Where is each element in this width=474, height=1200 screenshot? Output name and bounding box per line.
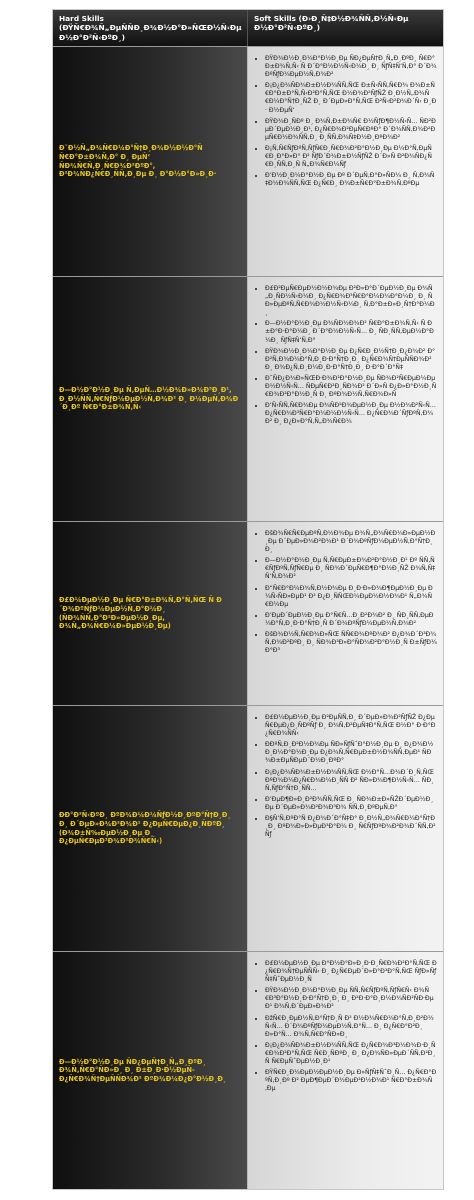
soft-skill-item: • Ð£Ð²ÐµÑ€ÐµÐ½Ð½Ð¾Ðµ Ð²Ð»Ð°Ð´ÐµÐ½Ð¸Ðµ Ð¾Ñ„Ð¸ÑÐ½Ñ‹Ð¼Ð¸ Ð¿Ñ€Ð¾Ð³Ñ€Ð°Ð¼Ð¼Ð°Ð¼Ð¸ Ð¸ ÑÐ»ÐµÐºÑ‚Ñ€Ð¾Ð½Ð½Ñ‹Ð¼Ð¸ Ñ‚Ð°Ð±Ð»Ð¸Ñ†Ð°Ð¼Ð¸	[265, 285, 437, 317]
table-row	[53, 705, 443, 951]
soft-skills-cell	[248, 47, 443, 276]
table-row	[53, 521, 443, 705]
soft-skill-item: • Ð¡Ð¿Ð¾ÑÐ¾Ð±Ð½Ð¾ÑÑ‚ÑŒ Ð½Ð°Ñ…Ð¾Ð´Ð¸Ñ‚ÑŒ ÐºÐ¾Ð¼Ð¿Ñ€Ð¾Ð¼Ð¸ÑÑ Ð² ÑÐ»Ð¾Ð¶Ð½Ñ‹Ñ… ÑÐ¸Ñ‚ÑƒÐ°Ñ†Ð¸ÑÑ…	[265, 769, 437, 793]
soft-skill-item: • ÐŸÐ¾Ð¸ÑÐº Ð¸ Ð¾Ñ‚Ð±Ð¾Ñ€ Ð½ÑƒÐ¶Ð½Ñ‹Ñ… ÑÐ²ÐµÐ´ÐµÐ½Ð¸Ð¹, Ð¿Ñ€Ð¾Ð²ÐµÑ€ÐºÐ° Ð´Ð¾ÑÑ‚Ð¾Ð²ÐµÑ€Ð½Ð¾ÑÑ‚Ð¸ Ð¸ÑÑ‚Ð¾Ñ‡Ð½Ð¸ÐºÐ¾Ð²	[265, 118, 437, 142]
hard-skill-category	[53, 277, 248, 521]
table-header	[53, 10, 443, 46]
soft-skill-item: • Ð’Ð½Ð¸Ð¼Ð°Ð½Ð¸Ðµ Ðº Ð´ÐµÑ‚Ð°Ð»ÑÐ¼ Ð¸ Ñ‚Ð¾Ñ‡Ð½Ð¾ÑÑ‚ÑŒ Ð¿Ñ€Ð¸ Ð¾Ð±Ñ€Ð°Ð±Ð¾Ñ‚ÐºÐµ	[265, 172, 437, 188]
category-label: Ð—Ð½Ð°Ð½Ð¸Ðµ ÑÐ¿ÐµÑ†Ð¸Ñ„Ð¸ÐºÐ¸ Ð¾Ñ‚Ñ€Ð°ÑÐ»Ð¸ Ð¸ Ð±Ð¸Ð·Ð½ÐµÑ-Ð¿Ñ€Ð¾Ñ†ÐµÑÑÐ¾Ð² ÐºÐ¾Ð¼Ð¿Ð°Ð½Ð¸Ð¸	[59, 1057, 227, 1083]
soft-skill-item: • Ð£Ð¼ÐµÐ½Ð¸Ðµ Ð°Ð½Ð°Ð»Ð¸Ð·Ð¸Ñ€Ð¾Ð²Ð°Ñ‚ÑŒ Ð¿Ñ€Ð¾Ñ†ÐµÑÑÑ‹ Ð¸ Ð¿Ñ€ÐµÐ´Ð»Ð°Ð³Ð°Ñ‚ÑŒ ÑƒÐ»ÑƒÑ‡ÑˆÐµÐ½Ð¸Ñ	[265, 960, 437, 984]
table-row	[53, 46, 443, 276]
hard-skill-category	[53, 47, 248, 276]
soft-skills-list	[254, 530, 437, 655]
soft-skill-item: • Ð£Ð¼ÐµÐ½Ð¸Ðµ Ð²ÐµÑÑ‚Ð¸ Ð´ÐµÐ»Ð¾Ð²ÑƒÑŽ Ð¿ÐµÑ€ÐµÐ¿Ð¸ÑÐºÑƒ Ð¸ Ð¾Ñ‚Ð²ÐµÑ‡Ð°Ñ‚ÑŒ Ð½Ð° Ð·Ð°Ð¿Ñ€Ð¾ÑÑ‹	[265, 714, 437, 738]
table-row	[53, 276, 443, 521]
category-label: Ð˜Ð½Ñ„Ð¾Ñ€Ð¼Ð°Ñ†Ð¸Ð¾Ð½Ð½Ð°Ñ Ñ€Ð°Ð±Ð¾Ñ‚Ð° Ð¸ ÐµÑ‘ ÑÐ¾Ñ€Ñ‚Ð¸Ñ€Ð¾Ð²ÐºÐ°, Ð²Ð¾ÑÐ¿Ñ€Ð¸ÑÑ‚Ð¸Ðµ Ð¸ Ð°Ð½Ð°Ð»Ð¸Ð·	[59, 144, 217, 179]
hard-skill-category	[53, 522, 248, 705]
soft-skill-item: • Ð’ÐµÐ¶Ð»Ð¸Ð²Ð¾ÑÑ‚ÑŒ Ð¸ ÑÐ¾Ð±Ð»ÑŽÐ´ÐµÐ½Ð¸Ðµ Ð´ÐµÐ»Ð¾Ð²Ð¾Ð³Ð¾ ÑÑ‚Ð¸ÐºÐµÑ‚Ð°	[265, 796, 437, 812]
soft-skill-item: • ÐšÐ¾Ñ€Ñ€ÐµÐºÑ‚Ð½Ð¾Ðµ Ð¾Ñ„Ð¾Ñ€Ð¼Ð»ÐµÐ½Ð¸Ðµ Ð´ÐµÐ»Ð¾Ð²Ð¾Ð¹ Ð´Ð¾ÐºÑƒÐ¼ÐµÐ½Ñ‚Ð°Ñ†Ð¸Ð¸	[265, 530, 437, 554]
soft-skill-item: • Ð“Ñ€Ð°Ð¼Ð¾Ñ‚Ð½Ð¾Ðµ Ð¸Ð·Ð»Ð¾Ð¶ÐµÐ½Ð¸Ðµ Ð¼Ñ‹ÑÐ»ÐµÐ¹ Ð² Ð¿Ð¸ÑÑŒÐ¼ÐµÐ½Ð½Ð¾Ð¹ Ñ„Ð¾Ñ€Ð¼Ðµ	[265, 585, 437, 609]
soft-skill-item: • Ð‘Ñ‹ÑÑ‚Ñ€Ð¾Ðµ Ð¾ÑÐ²Ð¾ÐµÐ½Ð¸Ðµ Ð½Ð¾Ð²Ñ‹Ñ… Ð¿Ñ€Ð¾Ð³Ñ€Ð°Ð¼Ð¼Ð½Ñ‹Ñ… Ð¿Ñ€Ð¾Ð´ÑƒÐºÑ‚Ð¾Ð² Ð¸ Ð¿Ð»Ð°Ñ‚Ñ„Ð¾Ñ€Ð¼	[265, 402, 437, 426]
soft-skill-item: • Ð¡Ð¿Ð¾ÑÐ¾Ð±Ð½Ð¾ÑÑ‚ÑŒ Ð±Ñ‹ÑÑ‚Ñ€Ð¾ Ð¾Ð±Ñ€Ð°Ð±Ð°Ñ‚Ñ‹Ð²Ð°Ñ‚ÑŒ Ð½Ð¾Ð²ÑƒÑŽ Ð¸Ð½Ñ„Ð¾Ñ€Ð¼Ð°Ñ†Ð¸ÑŽ Ð¸ Ð´ÐµÐ»Ð°Ñ‚ÑŒ Ð²Ñ‹Ð²Ð¾Ð´Ñ‹ Ð¸Ð· Ð½ÐµÑ‘	[265, 82, 437, 114]
soft-skills-cell	[248, 522, 443, 705]
soft-skill-item: • ÐžÑ€Ð¸ÐµÐ½Ñ‚Ð°Ñ†Ð¸Ñ Ð² Ð½Ð¾Ñ€Ð¼Ð°Ñ‚Ð¸Ð²Ð½Ñ‹Ñ… Ð´Ð¾ÐºÑƒÐ¼ÐµÐ½Ñ‚Ð°Ñ… Ð¸ Ð¿Ñ€Ð°Ð²Ð¸Ð»Ð°Ñ… Ð¾Ñ‚Ñ€Ð°ÑÐ»Ð¸	[265, 1015, 437, 1039]
soft-skill-item: • ÐšÐ¾Ð½Ñ‚Ñ€Ð¾Ð»ÑŒ ÑÑ€Ð¾ÐºÐ¾Ð² Ð¿Ð¾Ð´Ð³Ð¾Ñ‚Ð¾Ð²ÐºÐ¸ Ð¸ ÑÐ¾Ð³Ð»Ð°ÑÐ¾Ð²Ð°Ð½Ð¸Ñ Ð±ÑƒÐ¼Ð°Ð³	[265, 631, 437, 655]
soft-skill-item: • Ð˜ÑÐ¿Ð¾Ð»ÑŒÐ·Ð¾Ð²Ð°Ð½Ð¸Ðµ ÑÐ¾Ð²Ñ€ÐµÐ¼ÐµÐ½Ð½Ñ‹Ñ… ÑÐµÑ€Ð²Ð¸ÑÐ¾Ð² Ð´Ð»Ñ Ð¿Ð»Ð°Ð½Ð¸Ñ€Ð¾Ð²Ð°Ð½Ð¸Ñ Ð¸ ÐºÐ¾Ð½Ñ‚Ñ€Ð¾Ð»Ñ	[265, 375, 437, 399]
soft-skill-item: • ÐŸÐ¾Ð½Ð¸Ð¼Ð°Ð½Ð¸Ðµ ÑÑ‚Ñ€ÑƒÐºÑ‚ÑƒÑ€Ñ‹ Ð¾Ñ€Ð³Ð°Ð½Ð¸Ð·Ð°Ñ†Ð¸Ð¸ Ð¸ Ð²Ð·Ð°Ð¸Ð¼Ð¾ÑÐ²ÑÐ·ÐµÐ¹ Ð¾Ñ‚Ð´ÐµÐ»Ð¾Ð²	[265, 987, 437, 1011]
soft-skill-item: • ÐŸÑ€Ð¸Ð¼ÐµÐ½ÐµÐ½Ð¸Ðµ Ð»ÑƒÑ‡ÑˆÐ¸Ñ… Ð¿Ñ€Ð°ÐºÑ‚Ð¸Ðº Ð² ÐµÐ¶ÐµÐ´Ð½ÐµÐ²Ð½Ð¾Ð¹ Ñ€Ð°Ð±Ð¾Ñ‚Ðµ	[265, 1069, 437, 1093]
soft-skills-list	[254, 55, 437, 188]
soft-skill-item: • Ð§Ñ‘Ñ‚ÐºÐ°Ñ Ð¿Ð¾Ð´Ð°Ñ‡Ð° Ð¸Ð½Ñ„Ð¾Ñ€Ð¼Ð°Ñ†Ð¸Ð¸ ÐºÐ¾Ð»Ð»ÐµÐ³Ð°Ð¼ Ð¸ Ñ€ÑƒÐºÐ¾Ð²Ð¾Ð´ÑÑ‚Ð²Ñƒ	[265, 815, 437, 839]
soft-skills-header: Soft Skills (Ð›Ð¸Ñ‡Ð½Ð¾ÑÑ‚Ð½Ñ‹Ðµ Ð½Ð°Ð²Ñ‹ÐºÐ¸)	[254, 14, 409, 33]
soft-skills-list	[254, 285, 437, 427]
soft-skill-item: • Ð’ÐµÐ´ÐµÐ½Ð¸Ðµ Ð°Ñ€Ñ…Ð¸Ð²Ð¾Ð² Ð¸ ÑÐ¸ÑÑ‚ÐµÐ¼Ð°Ñ‚Ð¸Ð·Ð°Ñ†Ð¸Ñ Ð´Ð¾ÐºÑƒÐ¼ÐµÐ½Ñ‚Ð¾Ð²	[265, 612, 437, 628]
soft-skill-item: • ÐŸÐ¾Ð½Ð¸Ð¼Ð°Ð½Ð¸Ðµ ÑÐ¿ÐµÑ†Ð¸Ñ„Ð¸ÐºÐ¸ Ñ€Ð°Ð±Ð¾Ñ‚Ñ‹ Ñ Ð´Ð°Ð½Ð½Ñ‹Ð¼Ð¸ Ð¸ ÑƒÑ‡Ñ‘Ñ‚Ð° Ð´Ð¾ÐºÑƒÐ¼ÐµÐ½Ñ‚Ð¾Ð²	[265, 55, 437, 79]
table-row	[53, 951, 443, 1189]
soft-skill-item: • Ð¡Ñ‚Ñ€ÑƒÐºÑ‚ÑƒÑ€Ð¸Ñ€Ð¾Ð²Ð°Ð½Ð¸Ðµ Ð¼Ð°Ñ‚ÐµÑ€Ð¸Ð°Ð»Ð° Ð² ÑƒÐ´Ð¾Ð±Ð½ÑƒÑŽ Ð´Ð»Ñ Ð²Ð¾ÑÐ¿Ñ€Ð¸ÑÑ‚Ð¸Ñ Ñ„Ð¾Ñ€Ð¼Ñƒ	[265, 145, 437, 169]
soft-skills-cell	[248, 952, 443, 1189]
soft-skills-cell	[248, 277, 443, 521]
soft-skills-list	[254, 714, 437, 839]
category-label: Ð£Ð¼ÐµÐ½Ð¸Ðµ Ñ€Ð°Ð±Ð¾Ñ‚Ð°Ñ‚ÑŒ Ñ Ð´Ð¾ÐºÑƒÐ¼ÐµÐ½Ñ‚Ð°Ð¼Ð¸ (ÑÐ¾ÑÑ‚Ð°Ð²Ð»ÐµÐ½Ð¸Ðµ, Ð¾Ñ„Ð¾Ñ€Ð¼Ð»ÐµÐ½Ð¸Ðµ)	[59, 596, 222, 631]
category-label: ÐÐ°Ð²Ñ‹ÐºÐ¸ ÐºÐ¾Ð¼Ð¼ÑƒÐ½Ð¸ÐºÐ°Ñ†Ð¸Ð¸ Ð¸ Ð´ÐµÐ»Ð¾Ð²Ð¾Ð¹ Ð¿ÐµÑ€ÐµÐ¿Ð¸ÑÐºÐ¸ (Ð¾Ð±Ñ‰ÐµÐ½Ð¸Ðµ Ð¸ Ð¿ÐµÑ€ÐµÐ³Ð¾Ð²Ð¾Ñ€Ñ‹)	[59, 811, 231, 846]
hard-skills-header: Hard Skills (ÐŸÑ€Ð¾Ñ„ÐµÑÑÐ¸Ð¾Ð½Ð°Ð»ÑŒÐ½Ñ‹Ðµ Ð½Ð°Ð²Ñ‹ÐºÐ¸)	[53, 10, 248, 46]
hard-skill-category	[53, 952, 248, 1189]
soft-skill-item: • Ð—Ð½Ð°Ð½Ð¸Ðµ Ñ‚Ñ€ÐµÐ±Ð¾Ð²Ð°Ð½Ð¸Ð¹ Ðº ÑÑ‚Ñ€ÑƒÐºÑ‚ÑƒÑ€Ðµ Ð¸ ÑÐ¾Ð´ÐµÑ€Ð¶Ð°Ð½Ð¸ÑŽ Ð¾Ñ‚Ñ‡Ñ‘Ñ‚Ð¾Ð²	[265, 557, 437, 581]
skills-table	[52, 9, 444, 1190]
soft-skill-item: • ÐŸÐ¾Ð½Ð¸Ð¼Ð°Ð½Ð¸Ðµ Ð¿Ñ€Ð¸Ð½Ñ†Ð¸Ð¿Ð¾Ð² Ð°Ð²Ñ‚Ð¾Ð¼Ð°Ñ‚Ð¸Ð·Ð°Ñ†Ð¸Ð¸ Ð¿Ñ€Ð¾Ñ†ÐµÑÑÐ¾Ð² Ð¸ Ð¾Ð¿Ñ‚Ð¸Ð¼Ð¸Ð·Ð°Ñ†Ð¸Ð¸ Ð·Ð°Ð´Ð°Ñ‡	[265, 348, 437, 372]
soft-skills-cell	[248, 706, 443, 951]
category-label: Ð—Ð½Ð°Ð½Ð¸Ðµ Ñ‚ÐµÑ…Ð½Ð¾Ð»Ð¾Ð³Ð¸Ð¹, Ð¸Ð½ÑÑ‚Ñ€ÑƒÐ¼ÐµÐ½Ñ‚Ð¾Ð² Ð¸ Ð¼ÐµÑ‚Ð¾Ð´Ð¸Ðº Ñ€Ð°Ð±Ð¾Ñ‚Ñ‹	[59, 386, 239, 412]
soft-skill-item: • ÐÐºÑ‚Ð¸Ð²Ð½Ð¾Ðµ ÑÐ»ÑƒÑˆÐ°Ð½Ð¸Ðµ Ð¸ Ð¿Ð¾Ð½Ð¸Ð¼Ð°Ð½Ð¸Ðµ Ð¿Ð¾Ñ‚Ñ€ÐµÐ±Ð½Ð¾ÑÑ‚ÐµÐ¹ ÑÐ¾Ð±ÐµÑÐµÐ´Ð½Ð¸ÐºÐ°	[265, 741, 437, 765]
soft-skills-list	[254, 960, 437, 1093]
soft-skill-item: • Ð—Ð½Ð°Ð½Ð¸Ðµ Ð¾ÑÐ½Ð¾Ð² Ñ€Ð°Ð±Ð¾Ñ‚Ñ‹ Ñ Ð±Ð°Ð·Ð°Ð¼Ð¸ Ð´Ð°Ð½Ð½Ñ‹Ñ… Ð¸ ÑÐ¸ÑÑ‚ÐµÐ¼Ð°Ð¼Ð¸ ÑƒÑ‡Ñ‘Ñ‚Ð°	[265, 320, 437, 344]
soft-skill-item: • Ð¡Ð¿Ð¾ÑÐ¾Ð±Ð½Ð¾ÑÑ‚ÑŒ Ð¿Ñ€Ð¾Ð³Ð½Ð¾Ð·Ð¸Ñ€Ð¾Ð²Ð°Ñ‚ÑŒ Ñ€Ð¸ÑÐºÐ¸ Ð¸ Ð¿Ð¾ÑÐ»ÐµÐ´ÑÑ‚Ð²Ð¸Ñ Ñ€ÐµÑˆÐµÐ½Ð¸Ð¹	[265, 1042, 437, 1066]
hard-skill-category	[53, 706, 248, 951]
